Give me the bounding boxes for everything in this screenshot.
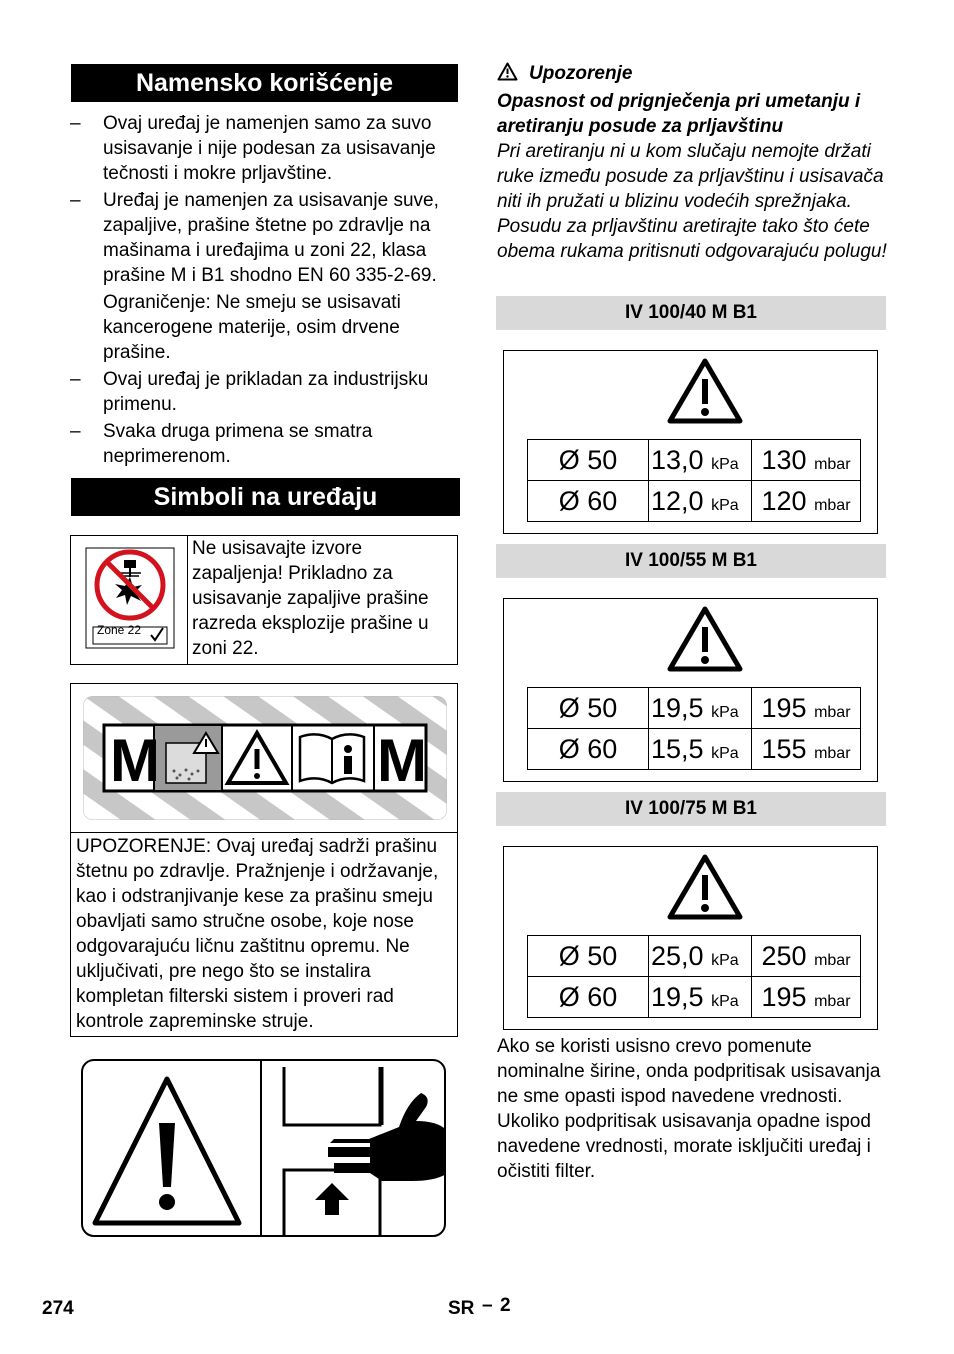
crush-hazard-pictogram [81, 1059, 446, 1238]
mbar-cell: 120 mbar [752, 481, 861, 522]
kpa-cell: 12,0 kPa [649, 481, 752, 522]
kpa-cell: 13,0 kPa [649, 440, 752, 481]
table-row [528, 440, 861, 481]
diameter-cell: Ø 60 [528, 481, 649, 522]
warning-triangle-icon [666, 853, 744, 921]
page-number: 274 [42, 1298, 74, 1319]
kpa-cell: 19,5 kPa [649, 688, 752, 729]
mbar-cell: 195 mbar [752, 977, 861, 1018]
list-item: Ograničenje: Ne smeju se usisavati kancerogene materije, osim drvene prašine. [103, 292, 401, 363]
warning-italic-text: Pri aretiranju ni u kom slučaju nemojte držati ruke između posude za prljavštinu i usisavača niti ih pružati u blizinu vodećih sprežnjaka. Posudu za prljavštinu aretirajte tako što ćete obema rukama pritisnuti odgovarajuću polugu! [497, 141, 887, 262]
diameter-cell: Ø 60 [528, 977, 649, 1018]
warning-heading: Upozorenje [529, 63, 633, 84]
model-header-iv-100-40: IV 100/40 M B1 [496, 296, 886, 330]
table-row [528, 977, 861, 1018]
sub-page-number: 2 [500, 1295, 511, 1316]
section-title-intended-use: Namensko korišćenje [71, 64, 458, 102]
mbar-cell: 130 mbar [752, 440, 861, 481]
table-row [528, 481, 861, 522]
warning-icon [497, 62, 518, 81]
mbar-cell: 155 mbar [752, 729, 861, 770]
diameter-cell: Ø 50 [528, 936, 649, 977]
kpa-cell: 25,0 kPa [649, 936, 752, 977]
model-header-iv-100-55: IV 100/55 M B1 [496, 544, 886, 578]
diameter-cell: Ø 60 [528, 729, 649, 770]
zone-22-label: Zone 22 [97, 623, 142, 637]
pressure-box-iv-100-40 [503, 350, 878, 534]
section-title-symbols: Simboli na uređaju [71, 478, 460, 516]
ignition-symbol-box [70, 535, 458, 665]
pressure-table [527, 439, 861, 522]
pressure-box-iv-100-75 [503, 846, 878, 1030]
list-item: – Svaka druga primena se smatra neprimerenom. [70, 421, 373, 467]
footer-separator: – [482, 1295, 493, 1316]
pressure-box-iv-100-55 [503, 598, 878, 782]
intended-use-list [70, 111, 462, 471]
mbar-cell: 195 mbar [752, 688, 861, 729]
language-code: SR [448, 1298, 475, 1319]
dust-warning-text: UPOZORENJE: Ovaj uređaj sadrži prašinu štetnu po zdravlje. Pražnjenje i održavanje, kao i odstranjivanje kese za prašinu smeju obavljati samo stručne osobe, koje nose odgovarajuću ličnu zaštitnu opremu. Ne uključivati, pre nego što se instalira kompletan filterski sistem i proveri rad kontrole zapreminske struje. [76, 836, 439, 1032]
m-class-letter-left: M [110, 727, 160, 794]
ignition-description: Ne usisavajte izvore zapaljenja! Prikladno za usisavanje zapaljive prašine razreda eksplozije prašine u zoni 22. [192, 538, 429, 659]
m-class-letter-right: M [377, 727, 427, 794]
list-item: – Ovaj uređaj je prikladan za industrijsku primenu. [70, 369, 429, 415]
mbar-cell: 250 mbar [752, 936, 861, 977]
m-class-symbol-box [70, 683, 458, 1037]
table-row [528, 729, 861, 770]
kpa-cell: 15,5 kPa [649, 729, 752, 770]
closing-paragraph: Ako se koristi usisno crevo pomenute nominalne širine, onda podpritisak usisavanja ne sme opasti ispod navedene vrednosti. Ukoliko podpritisak usisavanja opadne ispod navedene vrednosti, morate isključiti uređaj i očistiti filter. [497, 1036, 881, 1182]
model-header-iv-100-75: IV 100/75 M B1 [496, 792, 886, 826]
list-item: – Ovaj uređaj je namenjen samo za suvo usisavanje i nije podesan za usisavanje tečnosti i mokre prljavštine. [70, 113, 436, 184]
diameter-cell: Ø 50 [528, 440, 649, 481]
diameter-cell: Ø 50 [528, 688, 649, 729]
warning-bold-text: Opasnost od prignječenja pri umetanju i aretiranju posude za prljavštinu [497, 91, 861, 137]
table-row [528, 936, 861, 977]
pressure-table [527, 687, 861, 770]
warning-triangle-icon [666, 357, 744, 425]
kpa-cell: 19,5 kPa [649, 977, 752, 1018]
list-item: – Uređaj je namenjen za usisavanje suve, zapaljive, prašine štetne po zdravlje na mašinama i uređajima u zoni 22, klasa prašine M i B1 shodno EN 60 335-2-69. [70, 190, 439, 286]
table-row [528, 688, 861, 729]
warning-triangle-icon [666, 605, 744, 673]
pressure-table [527, 935, 861, 1018]
